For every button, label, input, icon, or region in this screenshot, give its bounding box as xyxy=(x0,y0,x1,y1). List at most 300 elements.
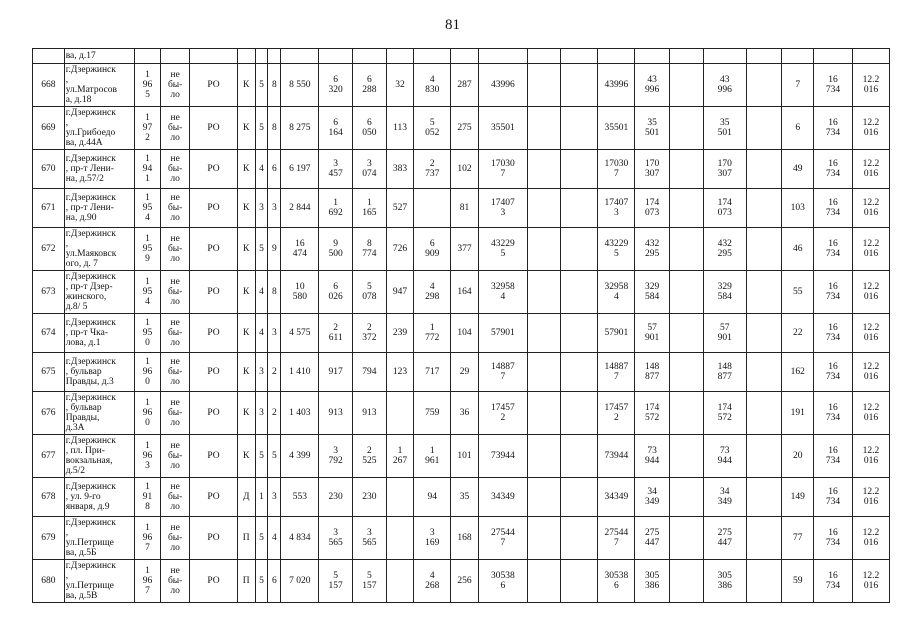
cell-empty xyxy=(746,517,782,560)
cell-empty xyxy=(560,353,598,392)
cell-cost-2: 32958 4 xyxy=(598,271,635,314)
cell-management: РО xyxy=(190,150,237,189)
cell-count: 16 734 xyxy=(814,353,853,392)
cell-empty xyxy=(560,271,598,314)
cell-cost-4: 34 349 xyxy=(703,478,746,517)
cell-count: 16 734 xyxy=(814,478,853,517)
cell-wall-material: К xyxy=(237,271,255,314)
cell-area-c: 32 xyxy=(386,64,414,107)
cell-total-area: 7 020 xyxy=(281,560,319,603)
cell-floors: 3 xyxy=(255,392,267,435)
cell-area-a: 917 xyxy=(319,353,353,392)
cell-year-built: 1 96 3 xyxy=(135,435,161,478)
cell-empty xyxy=(527,271,560,314)
cell-empty xyxy=(669,353,703,392)
cell-area-c: 527 xyxy=(386,189,414,228)
cell-empty xyxy=(560,107,598,150)
cell-wall-material: К xyxy=(237,64,255,107)
cell-last-repair: не бы- ло xyxy=(160,271,190,314)
cell-empty xyxy=(560,435,598,478)
cell-empty xyxy=(527,107,560,150)
cell-cost-4: 170 307 xyxy=(703,150,746,189)
cell-year-built: 1 94 1 xyxy=(135,150,161,189)
cell-last-repair: не бы- ло xyxy=(160,517,190,560)
cell-area-b: 5 157 xyxy=(353,560,387,603)
cell-cost-2: 17030 7 xyxy=(598,150,635,189)
cell-last-repair: не бы- ло xyxy=(160,228,190,271)
cell-wall-material: К xyxy=(237,189,255,228)
cell-cost-3: 148 877 xyxy=(635,353,670,392)
cell-cost-4: 73 944 xyxy=(703,435,746,478)
cell-date: 12.2 016 xyxy=(852,392,889,435)
cell-address: г.Дзержинск , бульвар Правды, д.3А xyxy=(64,392,135,435)
cell-area-b: 913 xyxy=(353,392,387,435)
cell-cost-4: 148 877 xyxy=(703,353,746,392)
cell-count: 16 734 xyxy=(814,314,853,353)
cell-entrances: 6 xyxy=(268,560,281,603)
cell-empty xyxy=(746,478,782,517)
cell-cost-2: 30538 6 xyxy=(598,560,635,603)
cell-entrances: 6 xyxy=(268,150,281,189)
cell-last-repair: не бы- ло xyxy=(160,560,190,603)
cell-area-b: 6 050 xyxy=(353,107,387,150)
cell-empty xyxy=(560,478,598,517)
cell-area-b: 2 372 xyxy=(353,314,387,353)
cell-residents: 164 xyxy=(451,271,479,314)
cell-management: РО xyxy=(190,314,237,353)
cell-cost-4: 174 572 xyxy=(703,392,746,435)
cell-cost-2: 43996 xyxy=(598,64,635,107)
cell-management: РО xyxy=(190,189,237,228)
cell-area-a: 5 157 xyxy=(319,560,353,603)
cell-row-number: 679 xyxy=(33,517,65,560)
cell-address: г.Дзержинск , ул.Маяковск ого, д. 7 xyxy=(64,228,135,271)
cell-last-repair: не бы- ло xyxy=(160,64,190,107)
cell-area-c: 383 xyxy=(386,150,414,189)
cell-empty xyxy=(746,392,782,435)
cell-year-built: 1 95 0 xyxy=(135,314,161,353)
cell-priority: 77 xyxy=(782,517,814,560)
cell-cost: 17407 3 xyxy=(478,189,527,228)
cell-address: г.Дзержинск , ул.Петрище ва, д.5Б xyxy=(64,517,135,560)
cell-residents: 81 xyxy=(451,189,479,228)
cell-cost: 43229 5 xyxy=(478,228,527,271)
cell-floors: 5 xyxy=(255,107,267,150)
cell-empty xyxy=(669,228,703,271)
cell-cost: 35501 xyxy=(478,107,527,150)
cell-entrances: 2 xyxy=(268,353,281,392)
cell-cost-2: 17407 3 xyxy=(598,189,635,228)
cell-total-area: 10 580 xyxy=(281,271,319,314)
cell-residents: 377 xyxy=(451,228,479,271)
cell-cost-2: 34349 xyxy=(598,478,635,517)
cell-area-c xyxy=(386,478,414,517)
cell-area-b: 1 165 xyxy=(353,189,387,228)
cell-entrances: 3 xyxy=(268,478,281,517)
cell-area-a: 913 xyxy=(319,392,353,435)
housing-register-table xyxy=(32,48,890,603)
cell-cost-3: 57 901 xyxy=(635,314,670,353)
cell-address: ва, д.17 xyxy=(64,49,135,64)
cell-area-c: 947 xyxy=(386,271,414,314)
cell-n xyxy=(33,49,65,64)
cell-priority: 149 xyxy=(782,478,814,517)
cell-count: 16 734 xyxy=(814,189,853,228)
cell-cost-2: 27544 7 xyxy=(598,517,635,560)
cell-total-area: 4 834 xyxy=(281,517,319,560)
cell-area-d: 717 xyxy=(414,353,451,392)
cell-total-area: 16 474 xyxy=(281,228,319,271)
cell-entrances: 4 xyxy=(268,517,281,560)
cell-wall-material: Д xyxy=(237,478,255,517)
cell-management: РО xyxy=(190,64,237,107)
cell-residents: 36 xyxy=(451,392,479,435)
cell-address: г.Дзержинск , бульвар Правды, д.3 xyxy=(64,353,135,392)
cell-last-repair: не бы- ло xyxy=(160,107,190,150)
cell-empty xyxy=(527,189,560,228)
cell-wall-material: П xyxy=(237,517,255,560)
cell-area-c: 726 xyxy=(386,228,414,271)
cell-empty xyxy=(746,435,782,478)
cell-date: 12.2 016 xyxy=(852,107,889,150)
cell-cost-4: 329 584 xyxy=(703,271,746,314)
cell-empty xyxy=(669,107,703,150)
cell-empty xyxy=(527,314,560,353)
cell-management: РО xyxy=(190,478,237,517)
cell-date: 12.2 016 xyxy=(852,560,889,603)
table-row xyxy=(33,560,890,603)
cell-area-a: 9 500 xyxy=(319,228,353,271)
cell-cost-3: 43 996 xyxy=(635,64,670,107)
cell-count: 16 734 xyxy=(814,107,853,150)
cell-empty xyxy=(527,392,560,435)
cell-year-built: 1 95 4 xyxy=(135,189,161,228)
cell-wall-material: К xyxy=(237,150,255,189)
cell-cost: 17457 2 xyxy=(478,392,527,435)
cell-total-area: 8 275 xyxy=(281,107,319,150)
cell-area-b: 3 074 xyxy=(353,150,387,189)
cell-residents: 287 xyxy=(451,64,479,107)
table-row xyxy=(33,189,890,228)
cell-total-area: 6 197 xyxy=(281,150,319,189)
cell-cost-3: 174 073 xyxy=(635,189,670,228)
cell-cost-2: 17457 2 xyxy=(598,392,635,435)
cell-area-a: 230 xyxy=(319,478,353,517)
cell-cost: 27544 7 xyxy=(478,517,527,560)
cell-last-repair: не бы- ло xyxy=(160,392,190,435)
cell-count: 16 734 xyxy=(814,150,853,189)
cell-row-number: 675 xyxy=(33,353,65,392)
cell-area-b: 794 xyxy=(353,353,387,392)
cell-wall-material: К xyxy=(237,228,255,271)
cell-count: 16 734 xyxy=(814,517,853,560)
cell-residents: 35 xyxy=(451,478,479,517)
cell-total-area: 1 410 xyxy=(281,353,319,392)
cell-date: 12.2 016 xyxy=(852,435,889,478)
cell-cost-2: 14887 7 xyxy=(598,353,635,392)
cell-priority: 49 xyxy=(782,150,814,189)
cell-year-built: 1 96 0 xyxy=(135,353,161,392)
cell-entrances: 3 xyxy=(268,314,281,353)
cell-empty xyxy=(746,64,782,107)
cell-entrances: 8 xyxy=(268,271,281,314)
cell-row-number: 668 xyxy=(33,64,65,107)
cell-cost-4: 43 996 xyxy=(703,64,746,107)
cell-total-area: 8 550 xyxy=(281,64,319,107)
cell-empty xyxy=(527,228,560,271)
cell-residents: 101 xyxy=(451,435,479,478)
cell-priority: 7 xyxy=(782,64,814,107)
cell-priority: 162 xyxy=(782,353,814,392)
cell-entrances: 8 xyxy=(268,107,281,150)
cell-floors: 3 xyxy=(255,353,267,392)
cell-cost-3: 34 349 xyxy=(635,478,670,517)
cell-cost-4: 35 501 xyxy=(703,107,746,150)
cell-address: г.Дзержинск , пр-т Дзер- жинского, д.8/ 5 xyxy=(64,271,135,314)
cell-area-b: 230 xyxy=(353,478,387,517)
cell-cost: 43996 xyxy=(478,64,527,107)
cell-cost-4: 174 073 xyxy=(703,189,746,228)
cell-last-repair: не бы- ло xyxy=(160,150,190,189)
cell-floors: 5 xyxy=(255,517,267,560)
cell-area-c: 113 xyxy=(386,107,414,150)
cell-empty xyxy=(669,560,703,603)
cell-priority: 55 xyxy=(782,271,814,314)
cell-empty xyxy=(560,517,598,560)
cell-residents: 29 xyxy=(451,353,479,392)
cell-cost: 32958 4 xyxy=(478,271,527,314)
cell-count: 16 734 xyxy=(814,271,853,314)
cell-row-number: 672 xyxy=(33,228,65,271)
cell-area-a: 2 611 xyxy=(319,314,353,353)
cell-area-d: 4 268 xyxy=(414,560,451,603)
cell-total-area: 4 399 xyxy=(281,435,319,478)
cell-total-area: 553 xyxy=(281,478,319,517)
table-row-continuation xyxy=(33,49,890,64)
cell-cost-2: 73944 xyxy=(598,435,635,478)
cell-wall-material: К xyxy=(237,435,255,478)
table-row xyxy=(33,271,890,314)
cell-last-repair: не бы- ло xyxy=(160,314,190,353)
cell-date: 12.2 016 xyxy=(852,228,889,271)
page-number: 81 xyxy=(445,17,460,33)
cell-last-repair: не бы- ло xyxy=(160,435,190,478)
cell-cost-4: 57 901 xyxy=(703,314,746,353)
cell-management: РО xyxy=(190,353,237,392)
cell-floors: 5 xyxy=(255,435,267,478)
cell-area-a: 6 026 xyxy=(319,271,353,314)
cell-row-number: 680 xyxy=(33,560,65,603)
cell-cost-4: 305 386 xyxy=(703,560,746,603)
cell-floors: 5 xyxy=(255,228,267,271)
cell-area-b: 5 078 xyxy=(353,271,387,314)
cell-floors: 4 xyxy=(255,271,267,314)
cell-area-b: 3 565 xyxy=(353,517,387,560)
cell-management: РО xyxy=(190,517,237,560)
cell-area-a: 6 320 xyxy=(319,64,353,107)
cell-empty xyxy=(560,150,598,189)
cell-area-d: 1 772 xyxy=(414,314,451,353)
cell-wall-material: К xyxy=(237,353,255,392)
cell-empty xyxy=(746,107,782,150)
cell-empty xyxy=(669,517,703,560)
cell-priority: 6 xyxy=(782,107,814,150)
cell-management: РО xyxy=(190,392,237,435)
cell-date: 12.2 016 xyxy=(852,353,889,392)
cell-priority: 46 xyxy=(782,228,814,271)
cell-wall-material: К xyxy=(237,107,255,150)
cell-floors: 5 xyxy=(255,64,267,107)
cell-entrances: 5 xyxy=(268,435,281,478)
cell-empty xyxy=(560,314,598,353)
cell-empty xyxy=(527,435,560,478)
cell-area-d: 4 830 xyxy=(414,64,451,107)
cell-address: г.Дзержинск , пр-т Чка- лова, д.1 xyxy=(64,314,135,353)
cell-date: 12.2 016 xyxy=(852,478,889,517)
cell-management: РО xyxy=(190,107,237,150)
cell-cost-3: 432 295 xyxy=(635,228,670,271)
cell-row-number: 671 xyxy=(33,189,65,228)
cell-cost: 14887 7 xyxy=(478,353,527,392)
cell-cost-4: 275 447 xyxy=(703,517,746,560)
cell-empty xyxy=(746,150,782,189)
table-row xyxy=(33,435,890,478)
cell-row-number: 673 xyxy=(33,271,65,314)
cell-count: 16 734 xyxy=(814,228,853,271)
cell-cost-2: 57901 xyxy=(598,314,635,353)
cell-address: г.Дзержинск , ул.Петрище ва, д.5В xyxy=(64,560,135,603)
cell-date: 12.2 016 xyxy=(852,150,889,189)
cell-row-number: 676 xyxy=(33,392,65,435)
cell-empty xyxy=(669,392,703,435)
cell-area-d: 5 052 xyxy=(414,107,451,150)
cell-priority: 22 xyxy=(782,314,814,353)
cell-priority: 59 xyxy=(782,560,814,603)
cell-empty xyxy=(527,517,560,560)
cell-count: 16 734 xyxy=(814,435,853,478)
cell-area-a: 3 792 xyxy=(319,435,353,478)
cell-last-repair: не бы- ло xyxy=(160,189,190,228)
cell-area-d xyxy=(414,189,451,228)
cell-empty xyxy=(560,228,598,271)
cell-area-a: 3 457 xyxy=(319,150,353,189)
cell-empty xyxy=(669,435,703,478)
cell-empty xyxy=(527,560,560,603)
cell-priority: 103 xyxy=(782,189,814,228)
cell-total-area: 2 844 xyxy=(281,189,319,228)
cell-date: 12.2 016 xyxy=(852,517,889,560)
cell-residents: 102 xyxy=(451,150,479,189)
cell-area-d: 2 737 xyxy=(414,150,451,189)
cell-entrances: 9 xyxy=(268,228,281,271)
table-row xyxy=(33,314,890,353)
cell-row-number: 670 xyxy=(33,150,65,189)
cell-residents: 256 xyxy=(451,560,479,603)
cell-empty xyxy=(746,228,782,271)
cell-address: г.Дзержинск , пл. При- вокзальная, д.5/2 xyxy=(64,435,135,478)
cell-floors: 4 xyxy=(255,314,267,353)
cell-wall-material: П xyxy=(237,560,255,603)
cell-year-built: 1 96 5 xyxy=(135,64,161,107)
cell-empty xyxy=(669,150,703,189)
cell-area-d: 3 169 xyxy=(414,517,451,560)
cell-empty xyxy=(560,189,598,228)
cell-cost: 57901 xyxy=(478,314,527,353)
cell-area-c xyxy=(386,517,414,560)
table-row xyxy=(33,107,890,150)
cell-year-built: 1 95 4 xyxy=(135,271,161,314)
cell-entrances: 2 xyxy=(268,392,281,435)
cell-count: 16 734 xyxy=(814,64,853,107)
cell-empty xyxy=(669,478,703,517)
cell-wall-material: К xyxy=(237,314,255,353)
cell-date: 12.2 016 xyxy=(852,64,889,107)
cell-last-repair: не бы- ло xyxy=(160,353,190,392)
cell-empty xyxy=(669,189,703,228)
cell-cost-2: 43229 5 xyxy=(598,228,635,271)
cell-area-c xyxy=(386,560,414,603)
cell-area-c: 239 xyxy=(386,314,414,353)
cell-empty xyxy=(527,150,560,189)
cell-total-area: 4 575 xyxy=(281,314,319,353)
cell-priority: 191 xyxy=(782,392,814,435)
cell-year-built: 1 91 8 xyxy=(135,478,161,517)
table-row xyxy=(33,517,890,560)
cell-row-number: 669 xyxy=(33,107,65,150)
cell-address: г.Дзержинск , пр-т Лени- на, д.57/2 xyxy=(64,150,135,189)
cell-floors: 3 xyxy=(255,189,267,228)
cell-count: 16 734 xyxy=(814,392,853,435)
cell-row-number: 678 xyxy=(33,478,65,517)
cell-cost-3: 35 501 xyxy=(635,107,670,150)
cell-management: РО xyxy=(190,228,237,271)
cell-area-d: 6 909 xyxy=(414,228,451,271)
cell-cost: 17030 7 xyxy=(478,150,527,189)
cell-year-built: 1 97 2 xyxy=(135,107,161,150)
cell-empty xyxy=(560,392,598,435)
cell-empty xyxy=(560,560,598,603)
cell-empty xyxy=(746,271,782,314)
cell-date: 12.2 016 xyxy=(852,314,889,353)
cell-total-area: 1 403 xyxy=(281,392,319,435)
cell-row-number: 674 xyxy=(33,314,65,353)
cell-empty xyxy=(527,353,560,392)
cell-address: г.Дзержинск , ул.Матросов а, д.18 xyxy=(64,64,135,107)
table-row xyxy=(33,478,890,517)
cell-empty xyxy=(746,314,782,353)
cell-management: РО xyxy=(190,435,237,478)
cell-area-c xyxy=(386,392,414,435)
cell-entrances: 3 xyxy=(268,189,281,228)
cell-cost-3: 73 944 xyxy=(635,435,670,478)
cell-area-b: 6 288 xyxy=(353,64,387,107)
cell-cost: 34349 xyxy=(478,478,527,517)
cell-area-d: 1 961 xyxy=(414,435,451,478)
cell-area-a: 1 692 xyxy=(319,189,353,228)
cell-address: г.Дзержинск , пр-т Лени- на, д.90 xyxy=(64,189,135,228)
cell-cost-3: 275 447 xyxy=(635,517,670,560)
cell-last-repair: не бы- ло xyxy=(160,478,190,517)
table-row xyxy=(33,228,890,271)
cell-area-b: 8 774 xyxy=(353,228,387,271)
cell-empty xyxy=(669,314,703,353)
cell-cost-3: 174 572 xyxy=(635,392,670,435)
cell-cost-2: 35501 xyxy=(598,107,635,150)
cell-year-built: 1 96 7 xyxy=(135,517,161,560)
cell-wall-material: К xyxy=(237,392,255,435)
cell-cost-3: 170 307 xyxy=(635,150,670,189)
cell-empty xyxy=(746,560,782,603)
